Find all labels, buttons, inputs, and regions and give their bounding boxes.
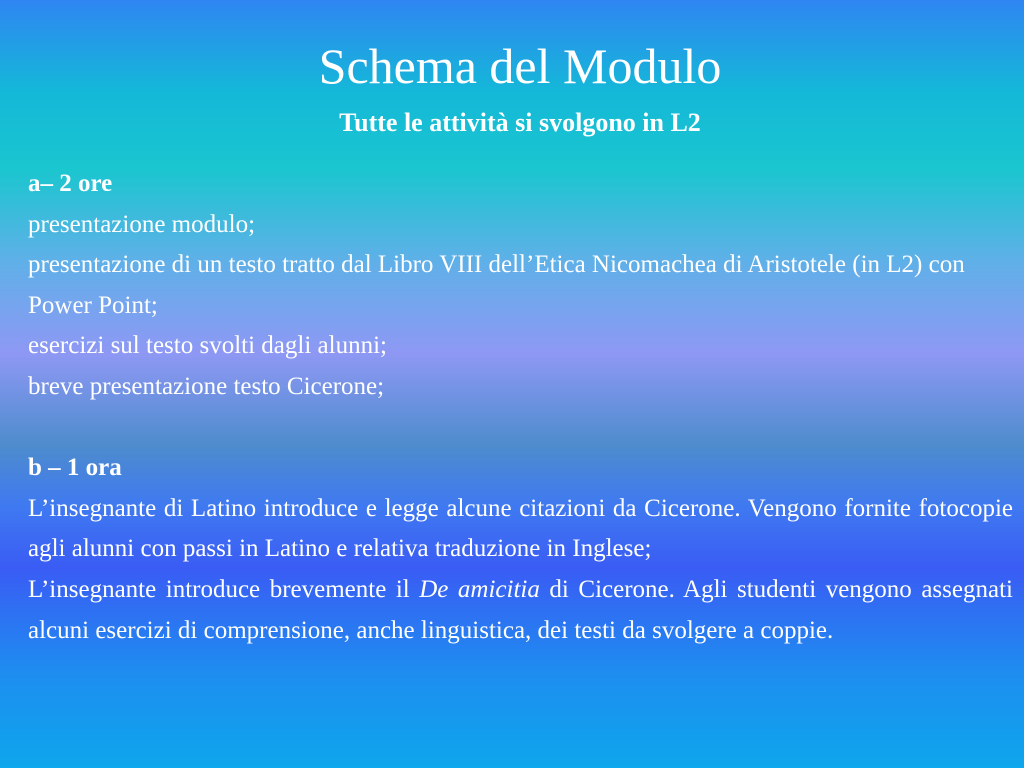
section-a-item: breve presentazione testo Cicerone;: [28, 372, 385, 400]
section-a-item: esercizi sul testo svolti dagli alunni;: [28, 332, 387, 360]
section-b-paragraph-1: L’insegnante di Latino introduce e legge alcune citazioni da Cicerone. Vengono fornite fotocopie agli alunni con passi in Latino e relativa traduzione in Inglese;: [28, 494, 1013, 563]
slide-title: Schema del Modulo: [318, 38, 722, 94]
section-a-heading: a– 2 ore: [28, 170, 113, 197]
section-b-heading: b – 1 ora: [28, 454, 122, 482]
section-spacer: [28, 408, 1013, 449]
paragraph-2-rest: di Cicerone. Agli studenti vengono assegnati alcuni esercizi di comprensione, anche linguistica, dei testi da svolgere a coppie.: [28, 575, 1013, 644]
slide-subtitle: Tutte le attività si svolgono in L2: [339, 108, 701, 137]
section-a-item: presentazione modulo;: [28, 210, 256, 238]
section-a-item: presentazione di un testo tratto dal Libro VIII dell’Etica Nicomachea di Aristotele (in L2) con Power Point;: [28, 251, 965, 319]
work-title-de-amicitia: De amicitia: [419, 575, 540, 603]
section-a: [28, 164, 1013, 408]
paragraph-2-lead: L’insegnante introduce brevemente il: [28, 575, 420, 603]
section-b-paragraph-2: [28, 570, 1013, 651]
section-b: [28, 448, 1013, 651]
slide-body: [28, 164, 1013, 651]
